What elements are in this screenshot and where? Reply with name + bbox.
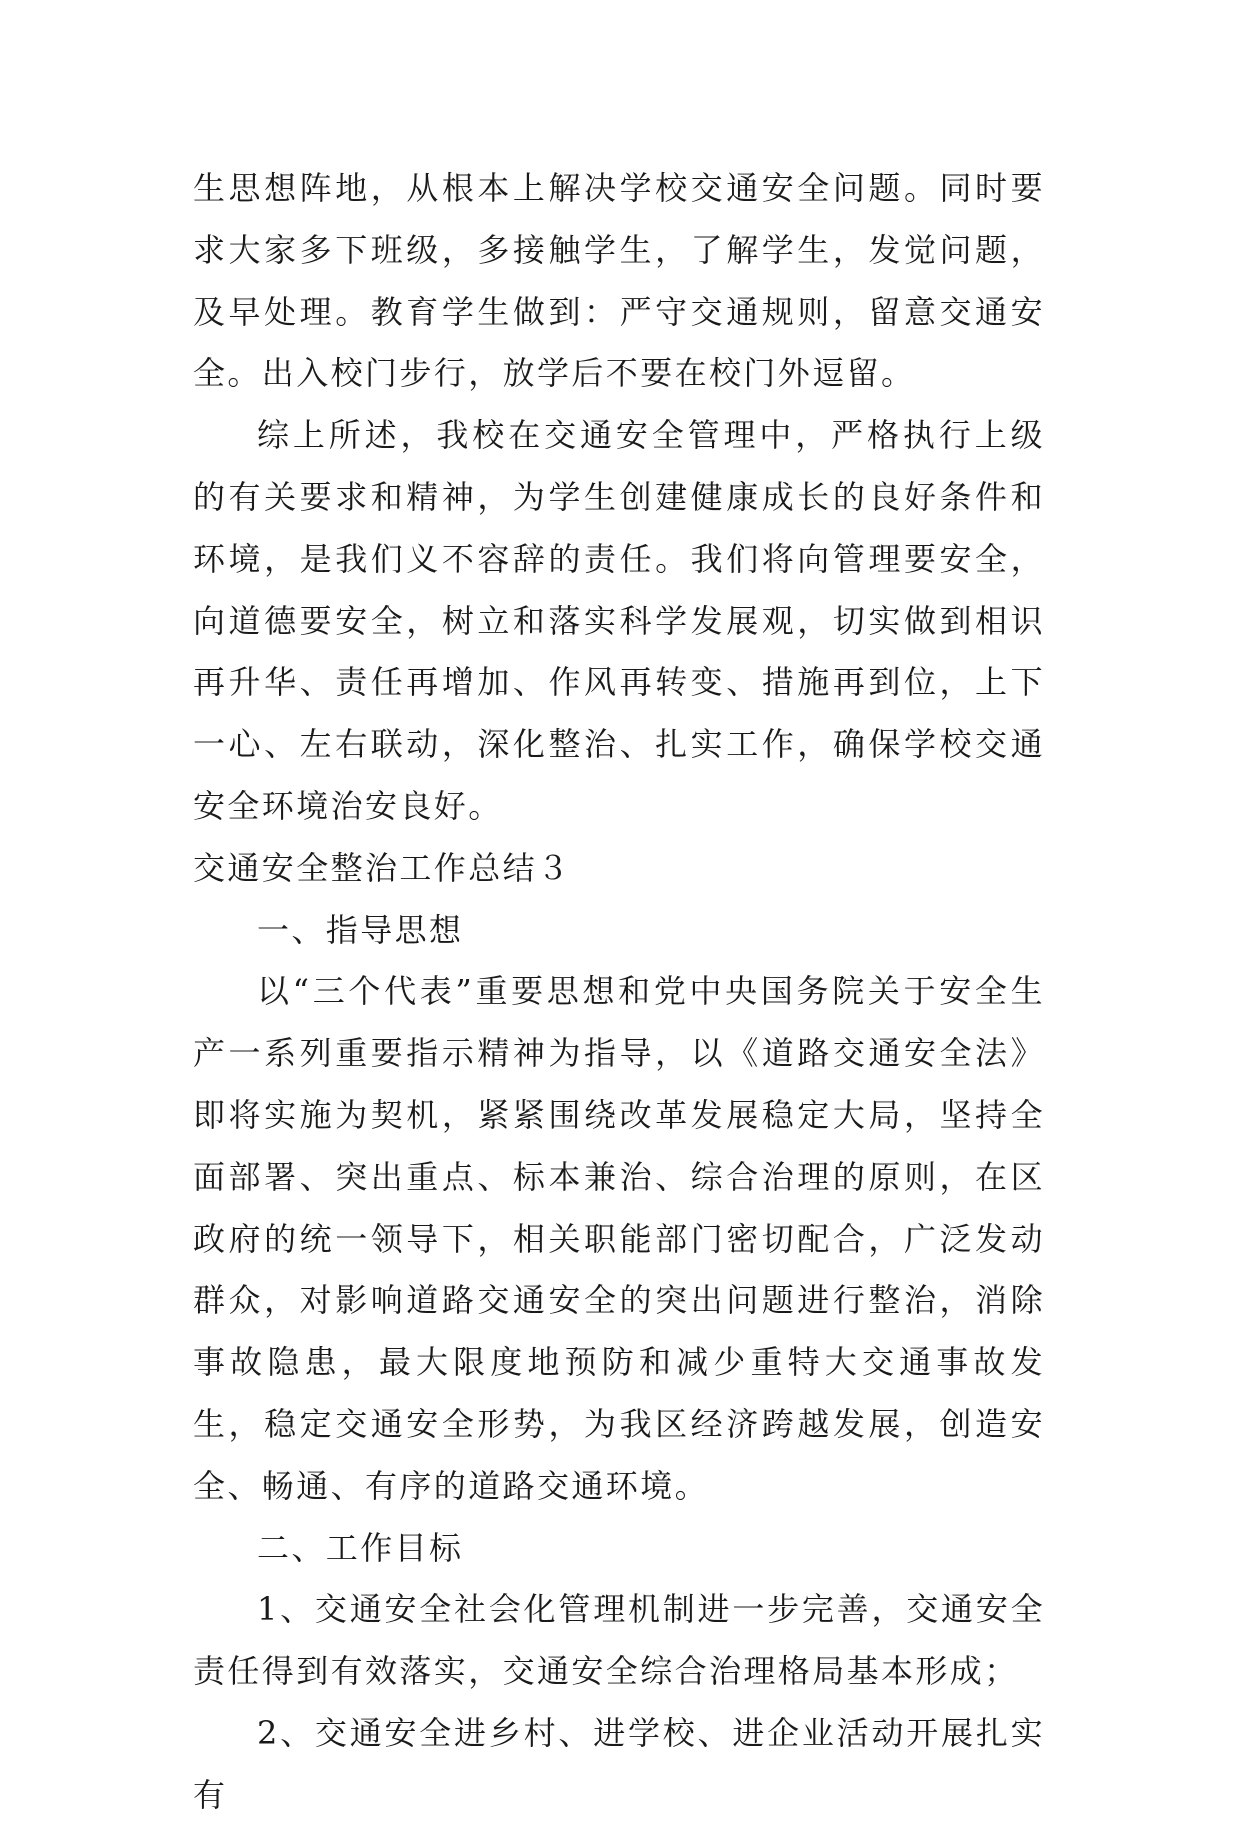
paragraph-guiding-ideology: 以“三个代表”重要思想和党中央国务院关于安全生产一系列重要指示精神为指导，以《道路交通安全法》即将实施为契机，紧紧围绕改革发展稳定大局，坚持全面部署、突出重点、标本兼治、综合治理的原则，在区政府的统一领导下，相关职能部门密切配合，广泛发动群众，对影响道路交通安全的突出问题进行整治，消除事故隐患，最大限度地预防和减少重特大交通事故发生，稳定交通安全形势，为我区经济跨越发展，创造安全、畅通、有序的道路交通环境。 [193, 972, 1045, 1505]
subheading-guiding-ideology: 一、指导思想 [257, 910, 464, 949]
paragraph-summary: 综上所述，我校在交通安全管理中，严格执行上级的有关要求和精神，为学生创建健康成长的良好条件和环境，是我们义不容辞的责任。我们将向管理要安全，向道德要安全，树立和落实科学发展观，切实做到相识再升华、责任再增加、作风再转变、措施再到位，上下一心、左右联动，深化整治、扎实工作，确保学校交通安全环境治安良好。 [193, 416, 1045, 825]
document-body [193, 158, 1045, 1827]
paragraph-continuation: 生思想阵地，从根本上解决学校交通安全问题。同时要求大家多下班级，多接触学生，了解学生，发觉问题，及早处理。教育学生做到：严守交通规则，留意交通安全。出入校门步行，放学后不要在校门外逗留。 [193, 169, 1045, 393]
goal-item-2: 2、交通安全进乡村、进学校、进企业活动开展扎实有 [193, 1713, 1045, 1814]
subheading-work-goals: 二、工作目标 [257, 1528, 464, 1567]
goal-item-1: 1、交通安全社会化管理机制进一步完善，交通安全责任得到有效落实，交通安全综合治理格局基本形成； [193, 1590, 1045, 1691]
section-title: 交通安全整治工作总结３ [193, 848, 572, 887]
